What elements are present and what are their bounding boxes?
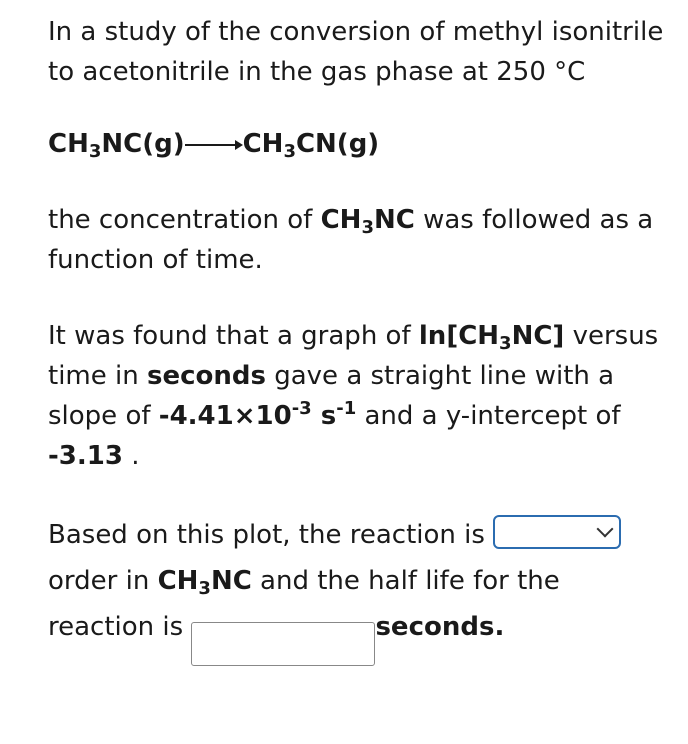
half-life-unit: seconds. <box>375 612 505 642</box>
reaction-equation <box>48 124 668 164</box>
seconds-label: seconds <box>146 361 266 391</box>
slope-value: $-4.41\times 10^{-3}$ $s^{-1}$ <box>158 398 357 431</box>
chevron-down-icon <box>597 521 614 538</box>
question-species-formula: $CH_3NC$ <box>157 566 252 599</box>
order-select[interactable] <box>493 515 621 549</box>
reactant-formula: $CH_3NC(g)$ <box>48 129 185 162</box>
problem-text <box>48 12 668 666</box>
half-life-input[interactable] <box>191 622 375 666</box>
question-paragraph: Based on this plot, the reaction is order in $CH_3NC$ and the half life for the reaction is seconds. <box>48 512 668 666</box>
ln-expression: $\ln[CH_3NC]$ <box>418 321 565 354</box>
intro-paragraph: In a study of the conversion of methyl isonitrile to acetonitrile in the gas phase at 250 °C <box>48 17 664 87</box>
concentration-paragraph: the concentration of $CH_3NC$ was followed as a function of time. <box>48 205 654 275</box>
species-formula: $CH_3NC$ <box>320 205 415 238</box>
reaction-arrow-icon <box>185 144 243 146</box>
intercept-value: -3.13 <box>48 441 123 471</box>
graph-paragraph: It was found that a graph of $\ln[CH_3NC]$ versus time in seconds gave a straight line with a slope of $-4.41\times 10^{-3}$ $s^{-1}$ and a y-intercept of -3.13 . <box>48 321 659 471</box>
product-formula: $CH_3CN(g)$ <box>242 129 380 162</box>
